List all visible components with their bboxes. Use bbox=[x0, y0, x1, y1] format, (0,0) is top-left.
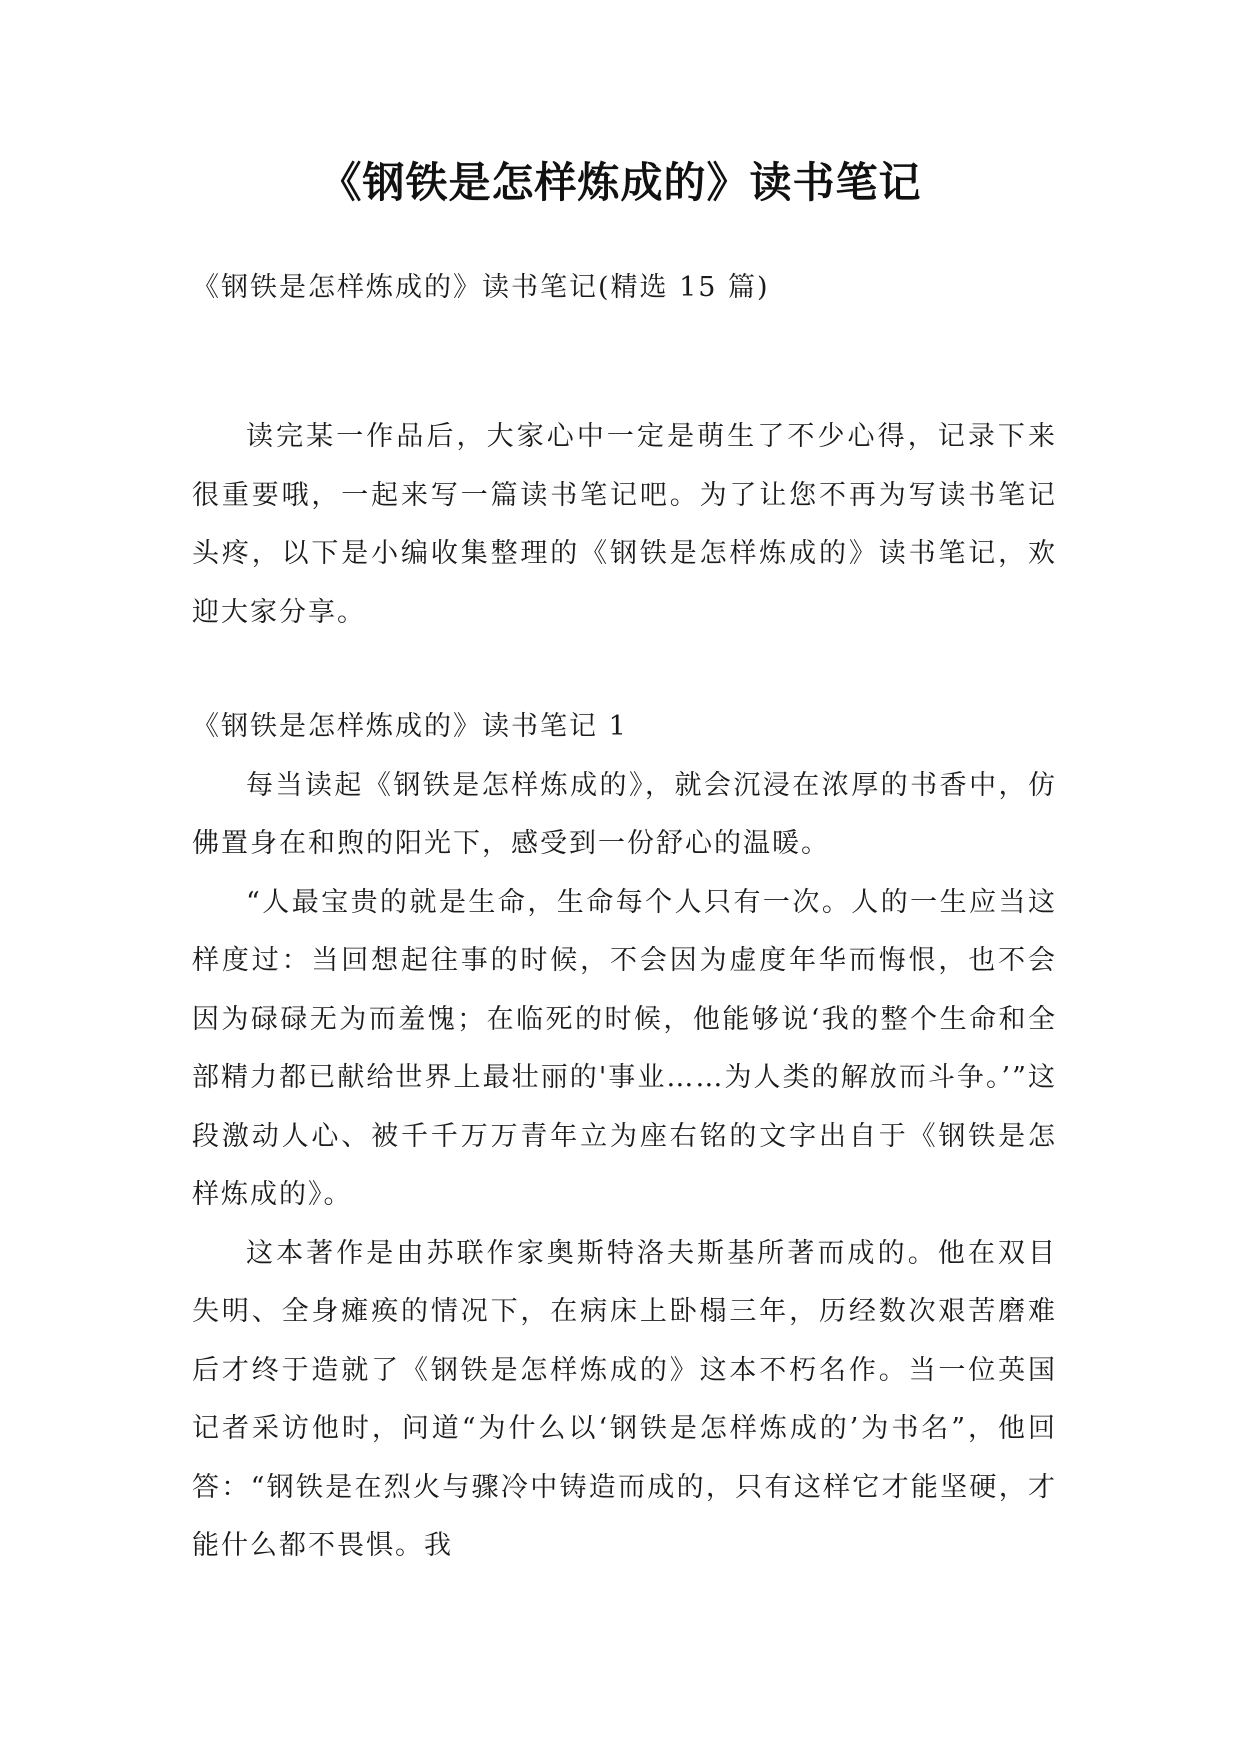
intro-paragraph: 读完某一作品后，大家心中一定是萌生了不少心得，记录下来很重要哦，一起来写一篇读书笔记吧。为了让您不再为写读书笔记头疼，以下是小编收集整理的《钢铁是怎样炼成的》读书笔记，欢迎大家分享。 bbox=[192, 421, 1057, 628]
body-paragraph-2: “人最宝贵的就是生命，生命每个人只有一次。人的一生应当这样度过：当回想起往事的时候，不会因为虚度年华而悔恨，也不会因为碌碌无为而羞愧；在临死的时候，他能够说‘我的整个生命和全部精力都已献给世界上最壮丽的'事业……为人类的解放而斗争。’”这段激动人心、被千千万万青年立为座右铭的文字出自于《钢铁是怎样炼成的》。 bbox=[192, 886, 1057, 1210]
section-1 bbox=[192, 698, 1057, 1576]
body-paragraph-1: 每当读起《钢铁是怎样炼成的》，就会沉浸在浓厚的书香中，仿佛置身在和煦的阳光下，感受到一份舒心的温暖。 bbox=[192, 769, 1057, 859]
body-paragraph-3: 这本著作是由苏联作家奥斯特洛夫斯基所著而成的。他在双目失明、全身瘫痪的情况下，在病床上卧榻三年，历经数次艰苦磨难后才终于造就了《钢铁是怎样炼成的》这本不朽名作。当一位英国记者采访他时，问道“为什么以‘钢铁是怎样炼成的’为书名”，他回答：“钢铁是在烈火与骤冷中铸造而成的，只有这样它才能坚硬，才能什么都不畏惧。我 bbox=[192, 1237, 1057, 1561]
document-title: 《钢铁是怎样炼成的》读书笔记 bbox=[319, 158, 922, 207]
document-subtitle: 《钢铁是怎样炼成的》读书笔记(精选 15 篇) bbox=[192, 272, 770, 303]
intro-block bbox=[192, 408, 1057, 642]
section-heading: 《钢铁是怎样炼成的》读书笔记 1 bbox=[192, 711, 628, 742]
